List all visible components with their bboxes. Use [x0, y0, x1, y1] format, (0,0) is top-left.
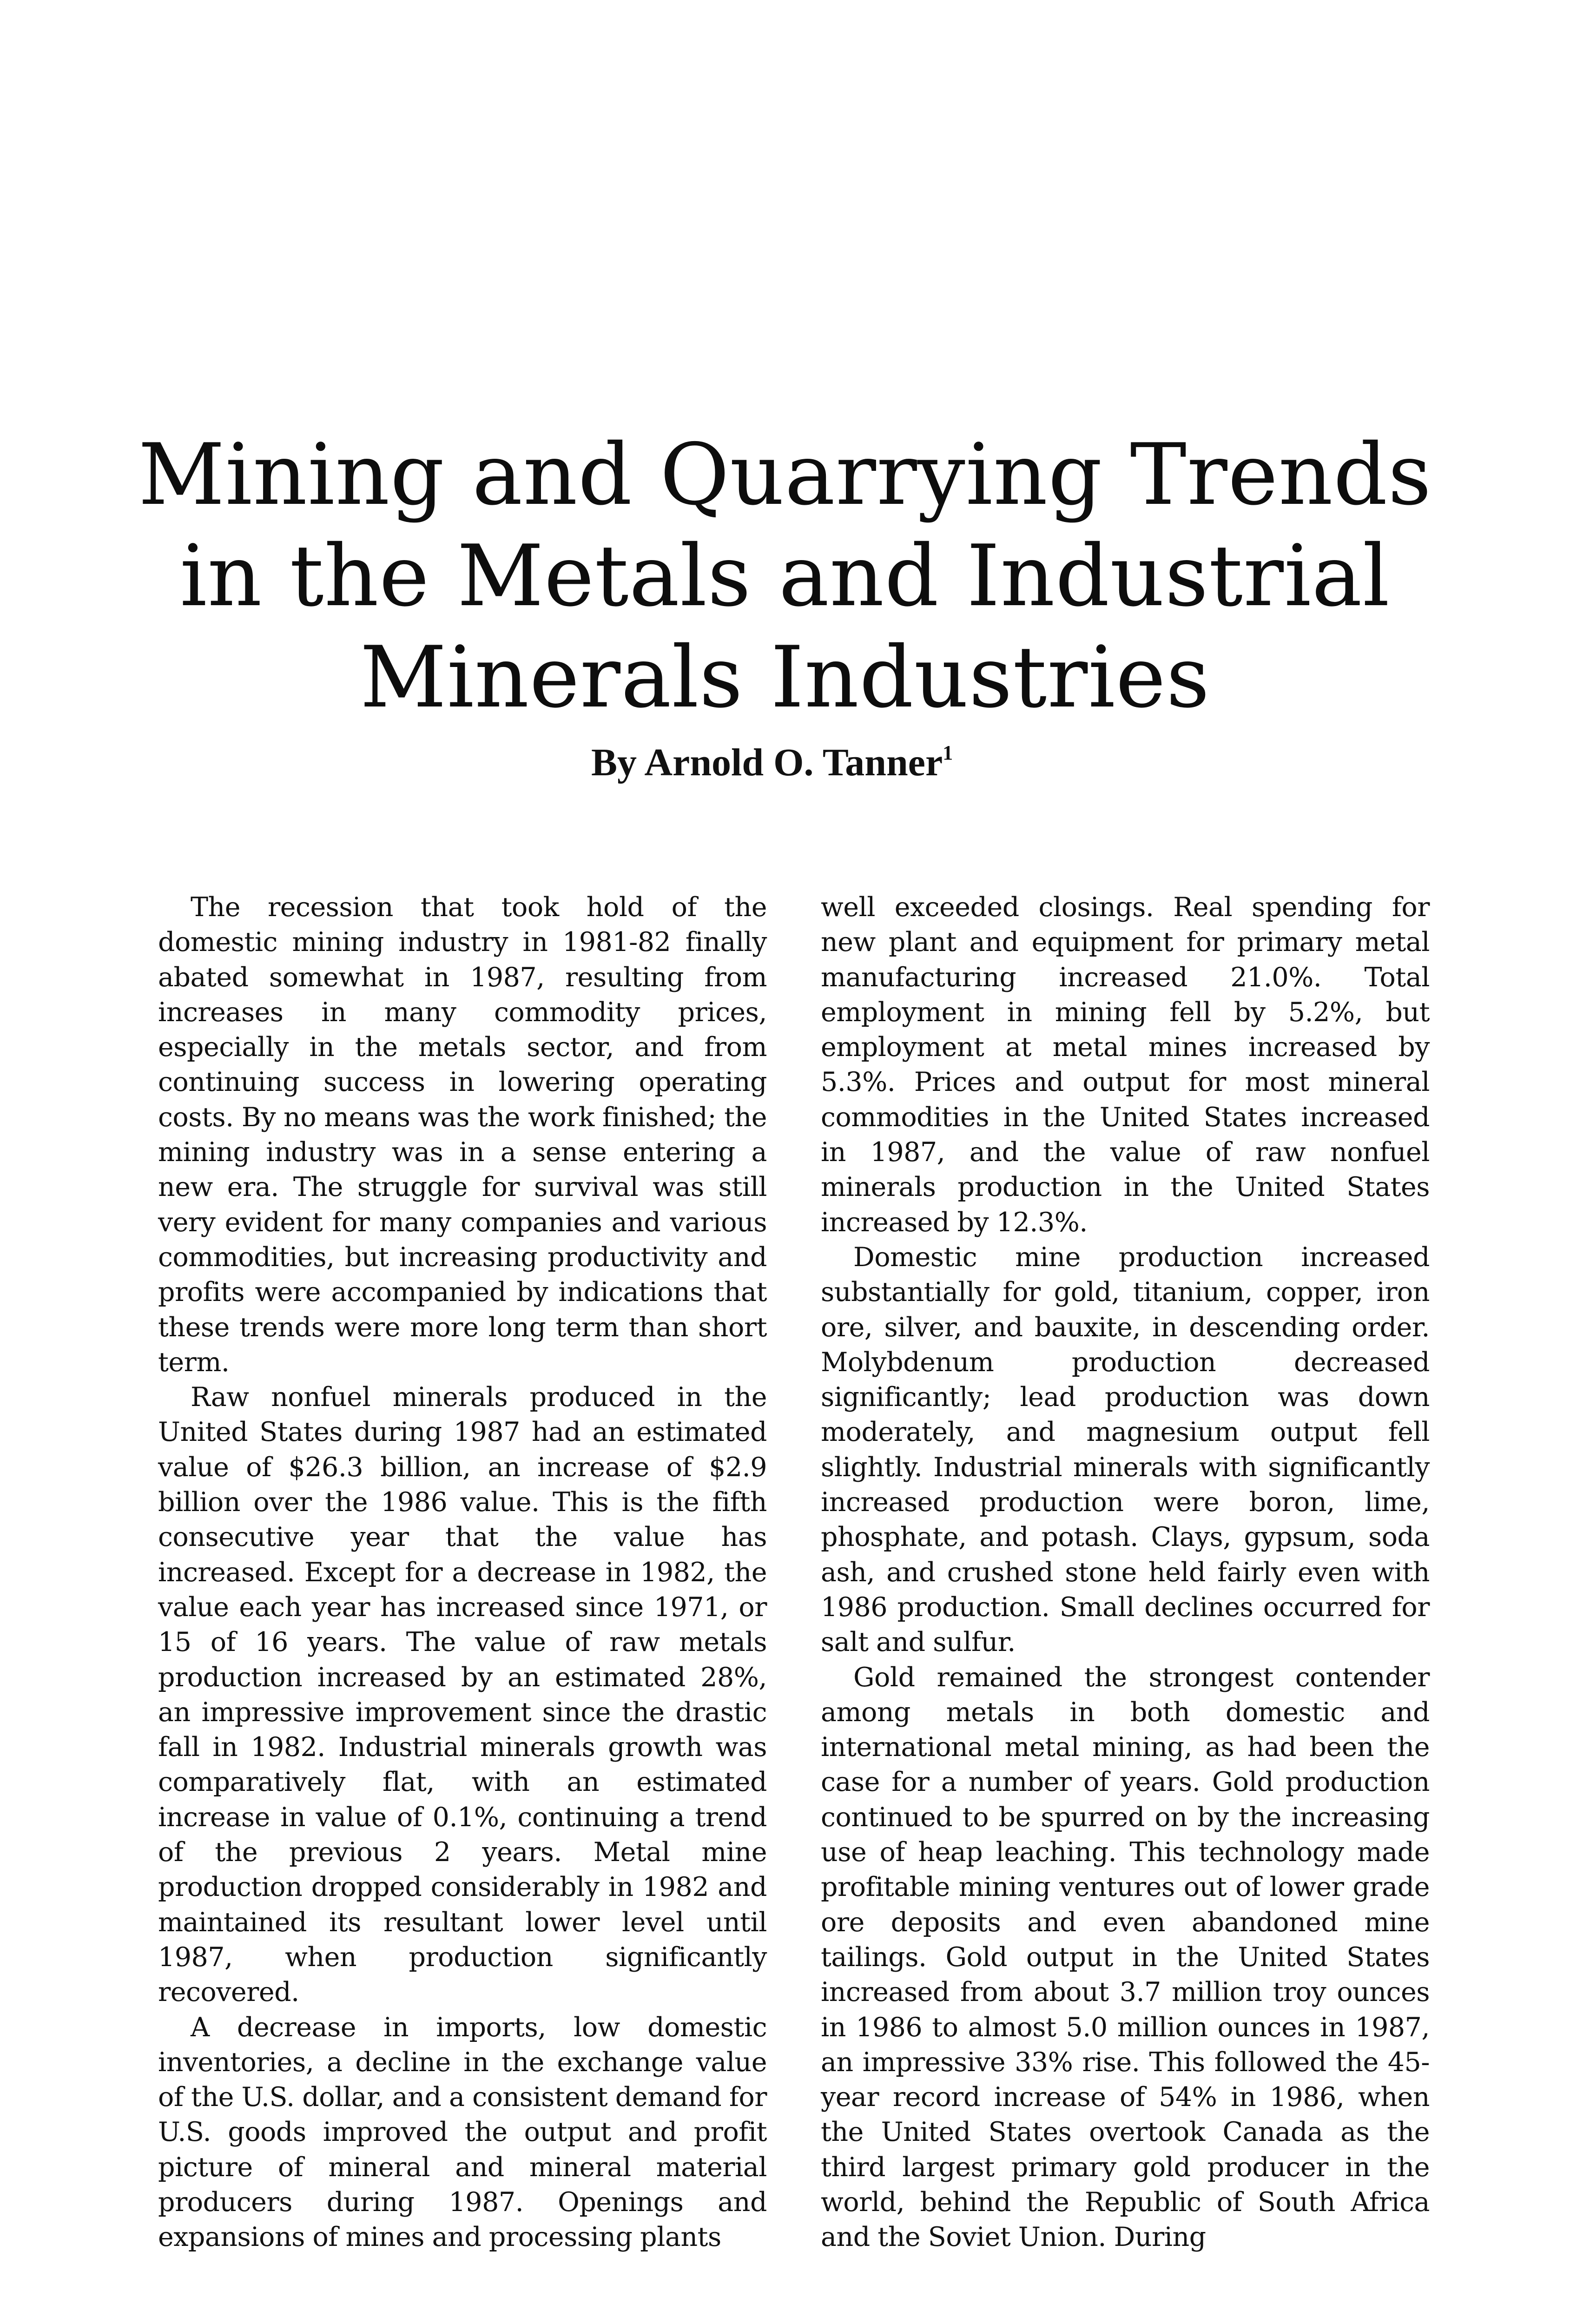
paragraph-continued: well exceeded closings. Real spending for new plant and equipment for primary metal manufacturing increased 21.0%. Total employment in mining fell by 5.2%, but employment at metal mines increased by 5.3%. Prices and output for most mineral commodities in the United States increased in 1987, and the value of raw nonfuel minerals production in the United States increased by 12.3%. — [821, 892, 1430, 1238]
paragraph: Gold remained the strongest contender among metals in both domestic and international metal mining, as had been the case for a number of years. Gold production continued to be spurred on by the increasing use of heap leaching. This technology made profitable mining ventures out of lower grade ore deposits and even abandoned mine tailings. Gold output in the United States increased from about 3.7 million troy ounces in 1986 to almost 5.0 million ounces in 1987, an impressive 33% rise. This followed the 45-year record increase of 54% in 1986, when the United States overtook Canada as the third largest primary gold producer in the world, behind the Republic of South Africa and the Soviet Union. During — [821, 1662, 1430, 2253]
title-line-2: in the Metals and Industrial — [180, 526, 1390, 625]
paragraph: The recession that took hold of the domestic mining industry in 1981-82 finally abated somewhat in 1987, resulting from increases in many commodity prices, especially in the metals sector, and from continuing success in lowering operating costs. By no means was the work finished; the mining industry was in a sense entering a new era. The struggle for survival was still very evident for many companies and various commodities, but increasing productivity and profits were accompanied by indications that these trends were more long term than short term. — [158, 892, 767, 1378]
paragraph: Raw nonfuel minerals produced in the United States during 1987 had an estimated value of $26.3 billion, an increase of $2.9 billion over the 1986 value. This is the fifth consecutive year that the value has increased. Except for a decrease in 1982, the value each year has increased since 1971, or 15 of 16 years. The value of raw metals production increased by an estimated 28%, an impressive improvement since the drastic fall in 1982. Industrial minerals growth was comparatively flat, with an estimated increase in value of 0.1%, continuing a trend of the previous 2 years. Metal mine production dropped considerably in 1982 and maintained its resultant lower level until 1987, when production significantly recovered. — [158, 1382, 767, 2008]
article-title — [0, 424, 1570, 728]
title-line-1: Mining and Quarrying Trends — [138, 425, 1432, 524]
left-column — [158, 890, 767, 2255]
byline — [591, 730, 953, 786]
title-line-3: Minerals Industries — [360, 627, 1210, 726]
footnote-marker: 1 — [943, 741, 953, 764]
right-column — [821, 890, 1430, 2255]
paragraph: A decrease in imports, low domestic inventories, a decline in the exchange value of the U.S. dollar, and a consistent demand for U.S. goods improved the output and profit picture of mineral and mineral material producers during 1987. Openings and expansions of mines and processing plants — [158, 2012, 767, 2253]
author-name: By Arnold O. Tanner — [591, 741, 943, 784]
paragraph: Domestic mine production increased substantially for gold, titanium, copper, iron ore, silver, and bauxite, in descending order. Molybdenum production decreased significantly; lead production was down moderately, and magnesium output fell slightly. Industrial minerals with significantly increased production were boron, lime, phosphate, and potash. Clays, gypsum, soda ash, and crushed stone held fairly even with 1986 production. Small declines occurred for salt and sulfur. — [821, 1241, 1430, 1658]
